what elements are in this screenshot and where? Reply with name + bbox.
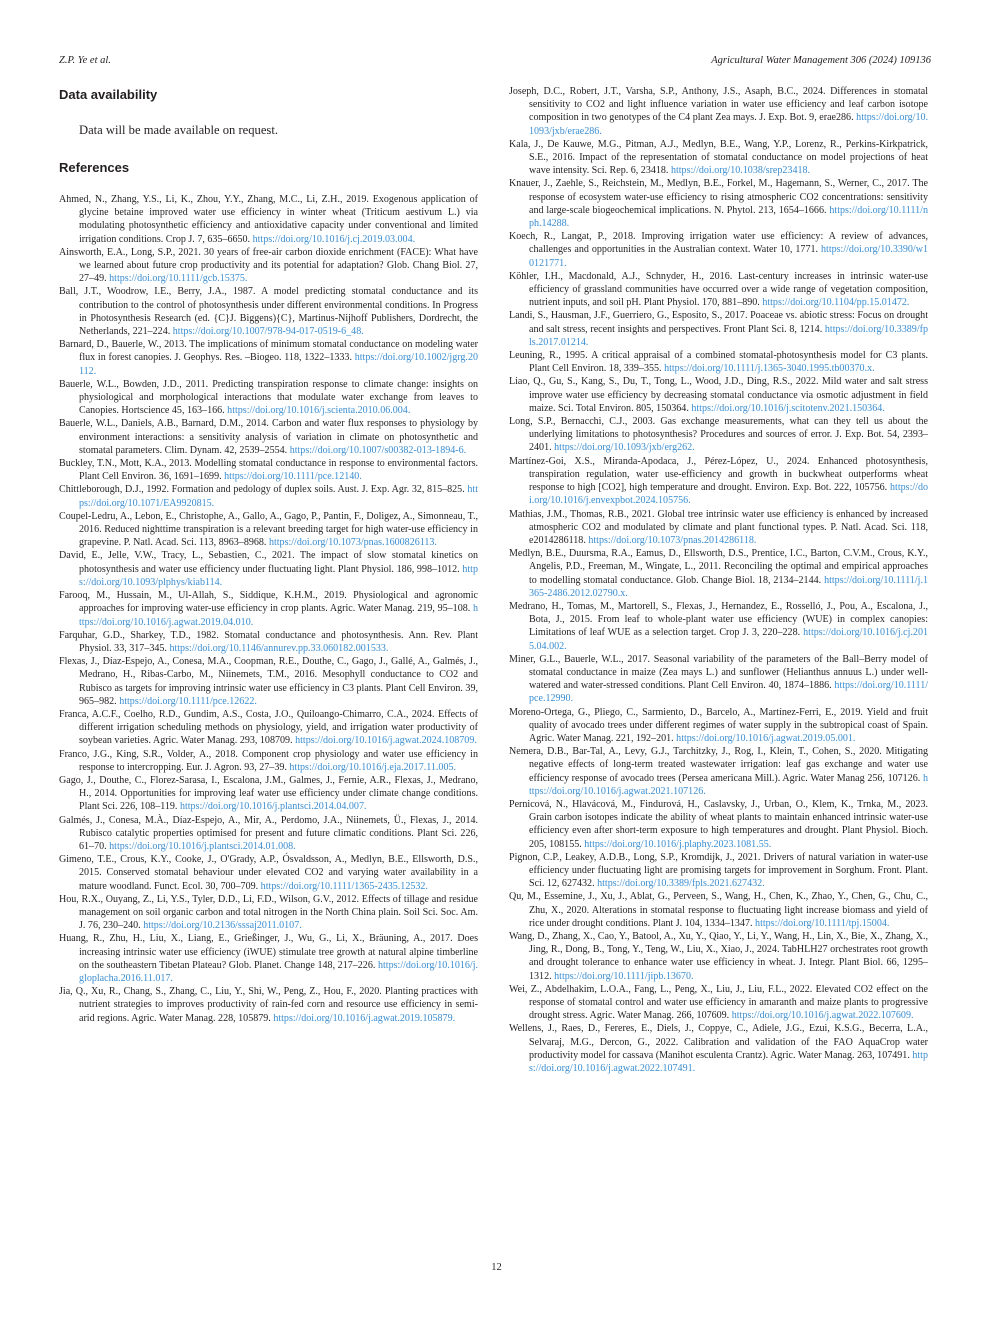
doi-link[interactable]: https://doi.org/10.1007/978-94-017-0519-6_48. [172,326,364,338]
doi-link[interactable]: https://doi.org/10.3389/fpls.2017.01214. [529,323,928,348]
reference-entry [509,455,928,508]
reference-entry [59,655,478,708]
reference-text: Hou, R.X., Ouyang, Z., Li, Y.S., Tyler, D.D., Li, F.D., Wilson, G.V., 2012. Effects of tillage and residue management on soil organic carbon and total nitrogen in the North China plain. Soil Sci. Soc. Am. J. 76, 230–240. [59,893,478,932]
page-number: 12 [491,1262,502,1273]
reference-text: Koech, R., Langat, P., 2018. Improving irrigation water use efficiency: A review of advances, challenges and opportunities in the Australian context. Water 10, 1771. [509,231,928,256]
reference-text: Ainsworth, E.A., Long, S.P., 2021. 30 years of free-air carbon dioxide enrichment (FACE): What have we learned about future crop productivity and its potential for adaptation? Glob. Chang Biol. 27, 27–49. [59,246,478,285]
reference-entry [509,798,928,851]
doi-link[interactable]: https://doi.org/10.2136/sssaj2011.0107. [143,920,302,932]
reference-entry [59,853,478,893]
reference-text: Chittleborough, D.J., 1992. Formation and pedology of duplex soils. Aust. J. Exp. Agr. 32, 815–825. [59,484,465,496]
reference-entry [509,547,928,600]
reference-text: Gimeno, T.E., Crous, K.Y., Cooke, J., O'Grady, A.P., Ósvaldsson, A., Medlyn, B.E., Ellsworth, D.S., 2015. Conserved stomatal behaviour under elevated CO2 and varying water availability in a mature woodland. Funct. Ecol. 30, 700–709. [59,854,478,892]
reference-text: Huang, R., Zhu, H., Liu, X., Liang, E., Grießinger, J., Wu, G., Li, X., Bräuning, A., 2017. Does increasing intrinsic water use efficiency (iWUE) stimulate tree growth at natural alpine timberline on the southeastern Tibetan Plateau? Glob. Planet. Change 148, 217–226. [59,933,478,971]
doi-link[interactable]: https://doi.org/10.1016/j.eja.2017.11.005. [289,761,457,773]
reference-text: Long, S.P., Bernacchi, C.J., 2003. Gas exchange measurements, what can they tell us about the underlying limitations to photosynthesis? Procedures and sources of error. J. Exp. Bot. 54, 2393–2401. [509,416,928,454]
doi-link[interactable]: https://doi.org/10.1111/pce.12140. [224,471,362,483]
reference-text: Landi, S., Hausman, J.F., Guerriero, G., Esposito, S., 2017. Poaceae vs. abiotic stress: Focus on drought and salt stress, recent insights and perspectives. Front Plant Sci. 8, 1214. [509,310,928,335]
reference-entry [509,508,928,548]
doi-link[interactable]: https://doi.org/10.1111/tpj.15004. [755,917,890,929]
reference-entry [509,1022,928,1075]
doi-link[interactable]: https://doi.org/10.1093/plphys/kiab114. [79,563,478,588]
doi-link[interactable]: https://doi.org/10.1093/jxb/erae286. [529,112,928,137]
reference-entry [59,378,478,418]
reference-entry [59,549,478,589]
doi-link[interactable]: https://doi.org/10.1016/j.scitotenv.2021.150364. [691,402,885,414]
reference-text: Köhler, I.H., Macdonald, A.J., Schnyder, H., 2016. Last-century increases in intrinsic water-use efficiency of grassland communities have occurred over a wide range of vegetation composition, nutrient inputs, and soil pH. Plant Physiol. 170, 881–890. [509,270,928,309]
doi-link[interactable]: https://doi.org/10.1093/jxb/erg262. [554,442,695,454]
reference-text: Ahmed, N., Zhang, Y.S., Li, K., Zhou, Y.Y., Zhang, M.C., Li, Z.H., 2019. Exogenous application of glycine betaine improved water use efficiency in winter wheat (Triticum aestivum L.) via modulating photosynthetic efficiency and antioxidative capacity under conventional and limited irrigation conditions. Crop J. 7, 635–6650. [59,194,478,245]
reference-entry [59,457,478,483]
reference-entry [509,309,928,349]
reference-text: Qu, M., Essemine, J., Xu, J., Ablat, G., Perveen, S., Wang, H., Chen, K., Zhao, Y., Chen, G., Chu, C., Zhu, X., 2020. Alterations in stomatal response to fluctuating light increase biomass and yield of rice under drought conditions. Plant J. 104, 1334–1347. [509,891,928,929]
reference-text: Buckley, T.N., Mott, K.A., 2013. Modelling stomatal conductance in response to environmental factors. Plant Cell Environ. 36, 1691–1699. [59,458,478,483]
reference-text: Pernicová, N., Hlavácová, M., Findurová, H., Caslavsky, J., Urban, O., Klem, K., Trnka, M., 2023. Grain carbon isotopes indicate the ability of wheat plants to maintain enhanced intrinsic water-use efficiency even after short-term exposure to high temperatures and drought. Plant Physiol. Bioch. 205, 108155. [509,798,928,850]
reference-text: Galmés, J., Conesa, M.À., Díaz-Espejo, A., Mir, A., Perdomo, J.A., Niinemets, Ü., Flexas, J., 2014. Rubisco catalytic properties optimised for present and future climatic conditions. Plant Sci. 226, 61–70. [59,814,478,852]
reference-entry [509,983,928,1023]
doi-link[interactable]: https://doi.org/10.1016/j.gloplacha.2016.11.017. [79,959,478,984]
reference-entry [59,483,478,509]
reference-entry [59,893,478,933]
reference-entry [509,930,928,983]
reference-entry [59,510,478,550]
doi-link[interactable]: https://doi.org/10.1038/srep23418. [670,165,811,177]
reference-entry [59,814,478,854]
reference-entry [59,589,478,629]
reference-entry [509,138,928,178]
reference-text: Knauer, J., Zaehle, S., Reichstein, M., Medlyn, B.E., Forkel, M., Hagemann, S., Werner, C., 2017. The response of ecosystem water-use efficiency to rising atmospheric CO2 concentrations: sensitivity and large-scale biogeochemical implications. N. Phytol. 213, 1654–1666. [509,178,928,216]
reference-entry [59,338,478,378]
doi-link[interactable]: https://doi.org/10.1111/pce.12990. [529,680,929,705]
data-availability-heading: Data availability [59,87,158,102]
reference-text: Barnard, D., Bauerle, W., 2013. The implications of minimum stomatal conductance on modeling water flux in forest canopies. J. Geophys. Res. –Biogeo. 118, 1322–1333. [59,339,478,364]
reference-text: Coupel-Ledru, A., Lebon, E., Christophe, A., Gallo, A., Gago, P., Pantin, F., Doligez, A., Simonneau, T., 2016. Reduced nighttime transpiration is a relevant breeding target for high water-use efficiency in grapevine. P. Natl. Acad. Sci. 113, 8963–8968. [59,510,478,549]
reference-entry [509,85,928,138]
doi-link[interactable]: https://doi.org/10.1016/j.envexpbot.2024.105756. [529,482,928,507]
reference-entry [509,415,928,455]
doi-link[interactable]: https://doi.org/10.1146/annurev.pp.33.060182.001533. [169,642,389,654]
reference-entry [509,375,928,415]
reference-entry [509,230,928,270]
doi-link[interactable]: https://doi.org/10.1016/j.agwat.2019.05.001. [676,732,856,744]
reference-text: Wang, D., Zhang, X., Cao, Y., Batool, A., Xu, Y., Qiao, Y., Li, Y., Wang, H., Lin, X., Bie, X., Zhang, X., Jing, R., Dong, B., Tong, Y., Teng, W., Liu, X., Xiao, J., 2024. TabHLH27 orchestrates root growth and drought tolerance to enhance water use efficiency in wheat. J. Integr. Plant Biol. 66, 1295–1312. [509,931,928,982]
reference-text: Farooq, M., Hussain, M., Ul-Allah, S., Siddique, K.H.M., 2019. Physiological and agronomic approaches for improving water-use efficiency in crop plants. Agric. Water Manag. 219, 95–108. [59,590,478,615]
reference-entry [59,246,478,286]
doi-link[interactable]: https://doi.org/10.1073/pnas.2014286118. [588,534,757,546]
doi-link[interactable]: https://doi.org/10.1016/j.agwat.2022.107609. [731,1010,914,1022]
reference-text: Jia, Q., Xu, R., Chang, S., Zhang, C., Liu, Y., Shi, W., Peng, Z., Hou, F., 2020. Planting practices with nutrient strategies to improves productivity of rain-fed corn and resource use efficiency in semi-arid regions. Agric. Water Manag. 228, 105879. [59,986,478,1024]
doi-link[interactable]: https://doi.org/10.3390/w10121771. [529,244,929,269]
reference-list-right [509,85,928,1075]
running-header-journal: Agricultural Water Management 306 (2024) 109136 [711,55,931,66]
doi-link[interactable]: https://doi.org/10.1016/j.plantsci.2014.01.008. [109,840,296,852]
reference-text: Joseph, D.C., Robert, J.T., Varsha, S.P., Anthony, J.S., Asaph, B.C., 2024. Differences in stomatal sensitivity to CO2 and light influence variation in water use efficiency and leaf carbon isotope composition in two genotypes of the C4 plant Zea mays. J. Exp. Bot. 9, erae286. [509,86,928,124]
reference-entry [59,629,478,655]
doi-link[interactable]: https://doi.org/10.1016/j.agwat.2022.107491. [529,1049,928,1075]
reference-text: Nemera, D.B., Bar-Tal, A., Levy, G.J., Tarchitzky, J., Rog, I., Klein, T., Cohen, S., 2020. Mitigating negative effects of long-term treated wastewater irrigation: leaf gas exchange and water use efficiency response of avocado trees (Persea americana Mill.). Agric. Water Manag 256, 107126. [509,746,928,784]
reference-text: David, E., Jelle, V.W., Tracy, L., Sebastien, C., 2021. The impact of slow stomatal kinetics on photosynthesis and water use efficiency under fluctuating light. Plant Physiol. 186, 998–1012. [59,550,478,575]
reference-text: Miner, G.L., Bauerle, W.L., 2017. Seasonal variability of the parameters of the Ball–Berry model of stomatal conductance in maize (Zea mays L.) and sunflower (Helianthus annuus L.) under well-watered and water-stressed conditions. Plant Cell Environ. 40, 1874–1886. [509,653,928,692]
reference-text: Moreno-Ortega, G., Pliego, C., Sarmiento, D., Barcelo, A., Martínez-Ferri, E., 2019. Yield and fruit quality of avocado trees under different regimes of water supply in the subtropical coast of Spain. Agric. Water Manag. 221, 192–201. [509,706,928,744]
reference-text: Pignon, C.P., Leakey, A.D.B., Long, S.P., Kromdijk, J., 2021. Drivers of natural variation in water-use efficiency under fluctuating light are promising targets for improvement in Sorghum. Front. Plant. Sci. 12, 627432. [509,851,928,890]
reference-text: Wellens, J., Raes, D., Fereres, E., Diels, J., Coppye, C., Adiele, J.G., Ezui, K.S.G., Becerra, L.A., Selvaraj, M.G., Dercon, G., 2022. Calibration and validation of the FAO AquaCrop water productivity model for cassava (Manihot esculenta Crantz). Agric. Water Manag. 263, 107491. [509,1023,928,1061]
reference-entry [59,708,478,748]
doi-link[interactable]: https://doi.org/10.1111/gcb.15375. [109,273,248,285]
reference-text: Franca, A.C.F., Coelho, R.D., Gundim, A.S., Costa, J.O., Quiloango-Chimarro, C.A., 2024. Effects of different irrigation scheduling methods on physiology, yield, and irrigation water productivity of soybean varieties. Agric. Water Manag. 293, 108709. [59,708,478,747]
reference-text: Kala, J., De Kauwe, M.G., Pitman, A.J., Medlyn, B.E., Wang, Y.P., Lorenz, R., Perkins-Kirkpatrick, S.E., 2016. Impact of the representation of stomatal conductance on model projections of heat wave intensity. Sci. Rep. 6, 23418. [509,138,928,177]
running-header-authors: Z.P. Ye et al. [59,55,111,66]
reference-entry [59,774,478,814]
doi-link[interactable]: https://doi.org/10.1016/j.agwat.2019.04.010. [79,603,479,628]
reference-list-left [59,193,478,1025]
reference-entry [509,706,928,746]
doi-link[interactable]: https://doi.org/10.1111/j.1365-2486.2012.02790.x. [529,574,928,599]
doi-link[interactable]: https://doi.org/10.1016/j.scienta.2010.06.004. [227,405,411,417]
reference-text: Flexas, J., Díaz-Espejo, A., Conesa, M.A., Coopman, R.E., Douthe, C., Gago, J., Gallé, A., Galmés, J., Medrano, H., Ribas-Carbo, M., Niinemets, T.M., 2016. Mesophyll conductance to CO2 and Rubisco as targets for improving intrinsic water use efficiency in C3 plants. Plant Cell Environ. 39, 965–982. [59,656,478,707]
reference-entry [509,177,928,230]
reference-entry [59,985,478,1025]
doi-link[interactable]: https://doi.org/10.1016/j.cj.2019.03.004. [252,233,416,245]
references-heading: References [59,160,130,175]
reference-entry [59,417,478,457]
reference-entry [509,890,928,930]
reference-text: Bauerle, W.L., Bowden, J.D., 2011. Predicting transpiration response to climate change: insights on physiological and morphological interactions that modulate water exchange from leaves to Canopies. Hortscience 45, 163–166. [59,378,478,417]
reference-entry [59,193,478,246]
data-availability-text: Data will be made available on request. [79,123,278,137]
doi-link[interactable]: https://doi.org/10.1016/j.cj.2015.04.002. [529,627,928,652]
reference-text: Bauerle, W.L., Daniels, A.B., Barnard, D.M., 2014. Carbon and water flux responses to physiology by environment interactions: a sensitivity analysis of variation in climate on photosynthetic and stomatal parameters. Clim. Dynam. 42, 2539–2554. [59,418,478,456]
doi-link[interactable]: https://doi.org/10.1111/jipb.13670. [554,970,694,982]
reference-entry [509,349,928,375]
left-column [59,84,478,1025]
reference-text: Medrano, H., Tomas, M., Martorell, S., Flexas, J., Hernandez, E., Rosselló, J., Pou, A., Escalona, J., Bota, J., 2015. From leaf to whole-plant water use efficiency (WUE) in complex canopies: Limitations of leaf WUE as a selection target. Crop J. 3, 220–228. [509,600,928,639]
reference-entry [59,748,478,774]
reference-text: Farquhar, G.D., Sharkey, T.D., 1982. Stomatal conductance and photosynthesis. Ann. Rev. Plant Physiol. 33, 317–345. [59,629,478,654]
reference-text: Martínez-Goi, X.S., Miranda-Apodaca, J., Pérez-López, U., 2024. Enhanced photosynthesis, transpiration regulation, water use-efficiency and growth in buckwheat outperforms wheat response to high [CO2], high temperature and drought. Environ. Exp. Bot. 222, 105756. [509,455,928,494]
doi-link[interactable]: https://doi.org/10.1111/1365-2435.12532. [260,880,428,892]
doi-link[interactable]: https://doi.org/10.1016/j.plantsci.2014.04.007. [179,801,367,813]
reference-text: Wei, Z., Abdelhakim, L.O.A., Fang, L., Peng, X., Liu, J., Liu, F.L., 2022. Elevated CO2 effect on the response of stomatal control and water use efficiency in amaranth and maize plants to progressive drought stress. Agric. Water Manag. 266, 107609. [509,983,928,1022]
doi-link[interactable]: https://doi.org/10.1007/s00382-013-1894-6. [289,444,467,456]
doi-link[interactable]: https://doi.org/10.1016/j.agwat.2019.105879. [273,1012,456,1024]
doi-link[interactable]: https://doi.org/10.1104/pp.15.01472. [762,297,910,309]
doi-link[interactable]: https://doi.org/10.1016/j.agwat.2021.107126. [529,772,928,797]
doi-link[interactable]: https://doi.org/10.1016/j.plaphy.2023.1081.55. [584,838,772,850]
doi-link[interactable]: https://doi.org/10.1111/pce.12622. [119,695,257,707]
doi-link[interactable]: https://doi.org/10.1016/j.agwat.2024.108709. [295,735,477,747]
reference-text: Franco, J.G., King, S.R., Volder, A., 2018. Component crop physiology and water use efficiency in response to intercropping. Eur. J. Agron. 93, 27–39. [59,748,478,773]
reference-text: Gago, J., Douthe, C., Florez-Sarasa, I., Escalona, J.M., Galmes, J., Fernie, A.R., Flexas, J., Medrano, H., 2014. Opportunities for improving leaf water use efficiency under climate change conditions. Plant Sci. 226, 108–119. [59,774,478,813]
reference-entry [59,932,478,985]
reference-entry [59,285,478,338]
reference-entry [509,653,928,706]
reference-text: Ball, J.T., Woodrow, I.E., Berry, J.A., 1987. A model predicting stomatal conductance and its contribution to the control of photosynthesis under different environmental conditions. In Progress in Photosynthesis Research (ed. {C}J. Biggens){C}, Martinus-Nijhoff Publishers, Dordrecht, the Netherlands, 221–224. [59,286,478,338]
right-column [509,84,928,1075]
reference-entry [509,270,928,310]
doi-link[interactable]: https://doi.org/10.1073/pnas.1600826113. [268,537,437,549]
reference-text: Liao, Q., Gu, S., Kang, S., Du, T., Tong, L., Wood, J.D., Ding, R.S., 2022. Mild water and salt stress improve water use efficiency by decreasing stomatal conductance via osmotic adjustment in field maize. Sci. Total Environ. 805, 150364. [509,376,928,414]
reference-text: Medlyn, B.E., Duursma, R.A., Eamus, D., Ellsworth, D.S., Prentice, I.C., Barton, C.V.M., Crous, K.Y., Angelis, P.D., Freeman, M., Wingate, L., 2011. Reconciling the optimal and empirical approaches to modelling stomatal conductance. Glob. Change Biol. 18, 2134–2144. [509,548,928,586]
reference-entry [509,745,928,798]
reference-text: Mathias, J.M., Thomas, R.B., 2021. Global tree intrinsic water use efficiency is enhanced by increased atmospheric CO2 and modulated by climate and plant functional types. P. Natl. Acad. Sci. 118, e2014286118. [509,508,928,546]
doi-link[interactable]: https://doi.org/10.3389/fpls.2021.627432. [597,878,765,890]
reference-text: Leuning, R., 1995. A critical appraisal of a combined stomatal-photosynthesis model for C3 plants. Plant Cell Environ. 18, 339–355. [509,350,928,375]
reference-entry [509,851,928,891]
doi-link[interactable]: https://doi.org/10.1111/j.1365-3040.1995.tb00370.x. [664,363,875,375]
reference-entry [509,600,928,653]
doi-link[interactable]: https://doi.org/10.1002/jgrg.20112. [79,352,478,377]
doi-link[interactable]: https://doi.org/10.1071/EA9920815. [79,484,478,509]
doi-link[interactable]: https://doi.org/10.1111/nph.14288. [529,204,928,230]
